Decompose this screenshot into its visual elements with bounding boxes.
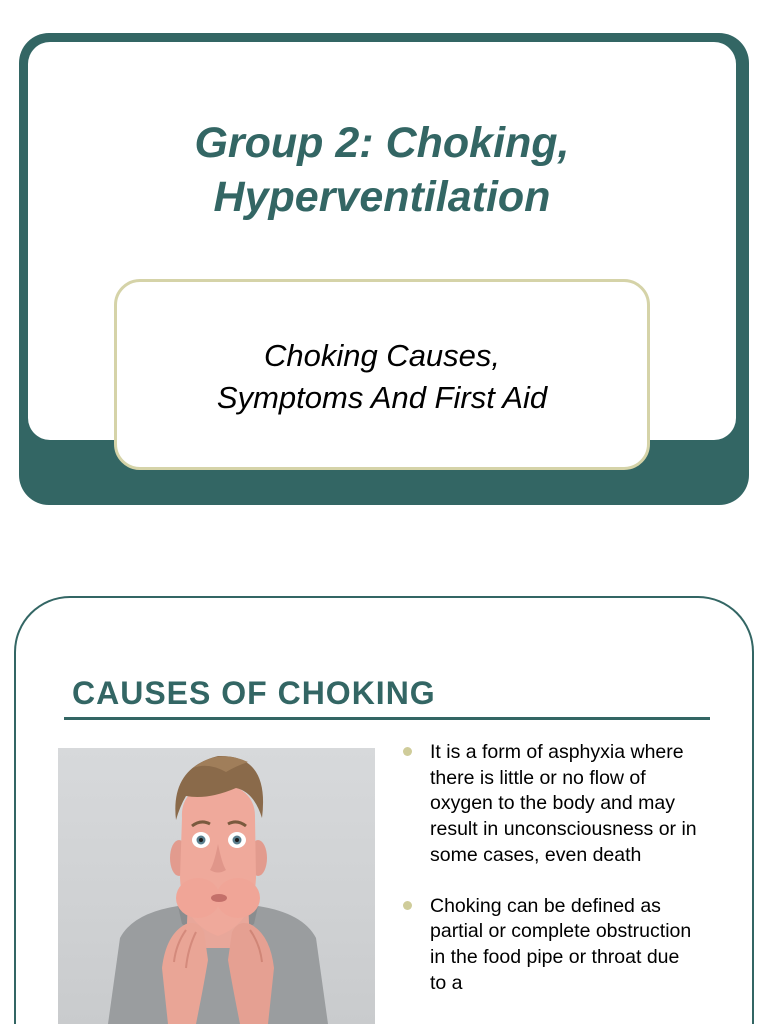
bullet-dot-icon (403, 747, 412, 756)
slide-heading: CAUSES OF CHOKING (72, 675, 436, 711)
heading-divider (64, 717, 710, 720)
subtitle-line-2: Symptoms And First Aid (216, 379, 548, 415)
bullet-text: Choking can be defined as partial or complete obstruction in the food pipe or throat due to a (430, 894, 692, 994)
choking-man-photo (58, 748, 375, 1024)
subtitle-box (114, 279, 650, 470)
title-line-1: Group 2: Choking, (194, 119, 570, 167)
bullet-list (400, 740, 700, 1021)
title-line-2: Hyperventilation (213, 173, 551, 221)
list-item (400, 894, 700, 997)
photo-illustration (58, 748, 375, 1024)
title-slide-heading (28, 116, 736, 224)
subtitle-line-1: Choking Causes, (263, 337, 501, 373)
subtitle-text (217, 331, 547, 419)
bullet-text: It is a form of asphyxia where there is little or no flow of oxygen to the body and may result in unconsciousness or in some cases, even death (430, 741, 697, 866)
bullet-dot-icon (403, 901, 412, 910)
list-item (400, 740, 700, 869)
